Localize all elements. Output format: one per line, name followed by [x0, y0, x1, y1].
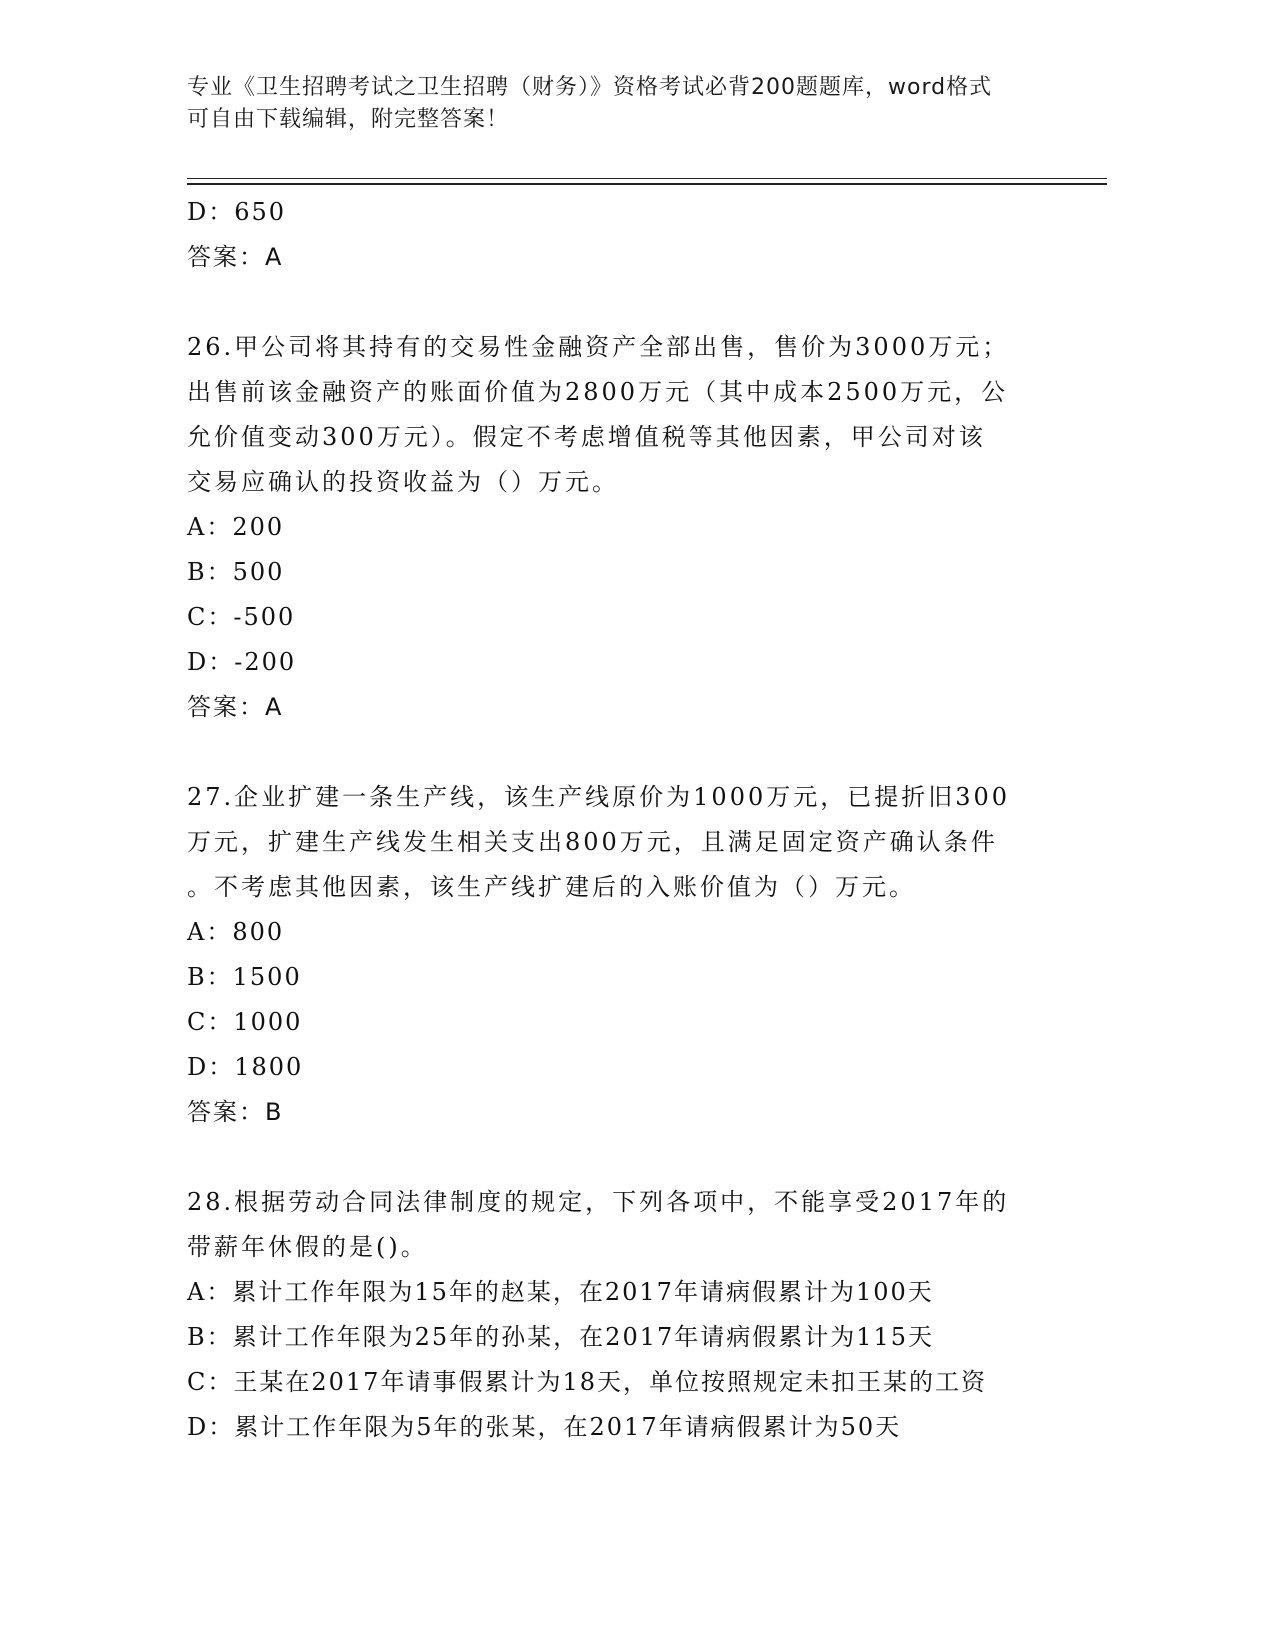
question-text-line: 26.甲公司将其持有的交易性金融资产全部出售，售价为3000万元； [187, 333, 1010, 361]
option-c: C：-500 [187, 603, 296, 631]
question-text-line: 万元，扩建生产线发生相关支出800万元，且满足固定资产确认条件 [187, 828, 998, 856]
question-text-line: 交易应确认的投资收益为（）万元。 [187, 468, 619, 496]
header-line-2: 可自由下载编辑，附完整答案！ [187, 107, 510, 132]
option-d: D：650 [187, 198, 287, 226]
question-text-line: 28.根据劳动合同法律制度的规定，下列各项中，不能享受2017年的 [187, 1188, 1010, 1216]
answer-line: 答案：A [187, 693, 284, 721]
option-c: C：1000 [187, 1008, 303, 1036]
question-text-line: 带薪年休假的是()。 [187, 1233, 428, 1261]
option-a: A：累计工作年限为15年的赵某，在2017年请病假累计为100天 [187, 1278, 934, 1306]
answer-line: 答案：B [187, 1098, 284, 1126]
document-body [187, 190, 1067, 1450]
spacer [187, 730, 1067, 775]
option-d: D：累计工作年限为5年的张某，在2017年请病假累计为50天 [187, 1413, 902, 1441]
question-27 [187, 775, 1067, 1135]
header-divider-thick [187, 183, 1107, 185]
option-a: A：200 [187, 513, 285, 541]
question-text-line: 27.企业扩建一条生产线，该生产线原价为1000万元，已提折旧300 [187, 783, 1011, 811]
question-text-line: 。不考虑其他因素，该生产线扩建后的入账价值为（）万元。 [187, 873, 916, 901]
option-c: C：王某在2017年请事假累计为18天，单位按照规定未扣王某的工资 [187, 1368, 987, 1396]
option-d: D：-200 [187, 648, 297, 676]
option-b: B：1500 [187, 963, 302, 991]
question-text-line: 出售前该金融资产的账面价值为2800万元（其中成本2500万元，公 [187, 378, 1009, 406]
option-d: D：1800 [187, 1053, 304, 1081]
answer-line: 答案：A [187, 243, 284, 271]
question-text-line: 允价值变动300万元）。假定不考虑增值税等其他因素，甲公司对该 [187, 423, 986, 451]
question-28 [187, 1180, 1067, 1450]
option-a: A：800 [187, 918, 285, 946]
question-26 [187, 325, 1067, 730]
option-b: B：500 [187, 558, 285, 586]
previous-question-tail [187, 190, 1067, 280]
spacer [187, 1135, 1067, 1180]
document-header [187, 72, 1067, 136]
option-b: B：累计工作年限为25年的孙某，在2017年请病假累计为115天 [187, 1323, 935, 1351]
header-line-1: 专业《卫生招聘考试之卫生招聘（财务）》资格考试必背200题题库，word格式 [187, 75, 993, 100]
header-divider-thin [187, 178, 1107, 179]
spacer [187, 280, 1067, 325]
